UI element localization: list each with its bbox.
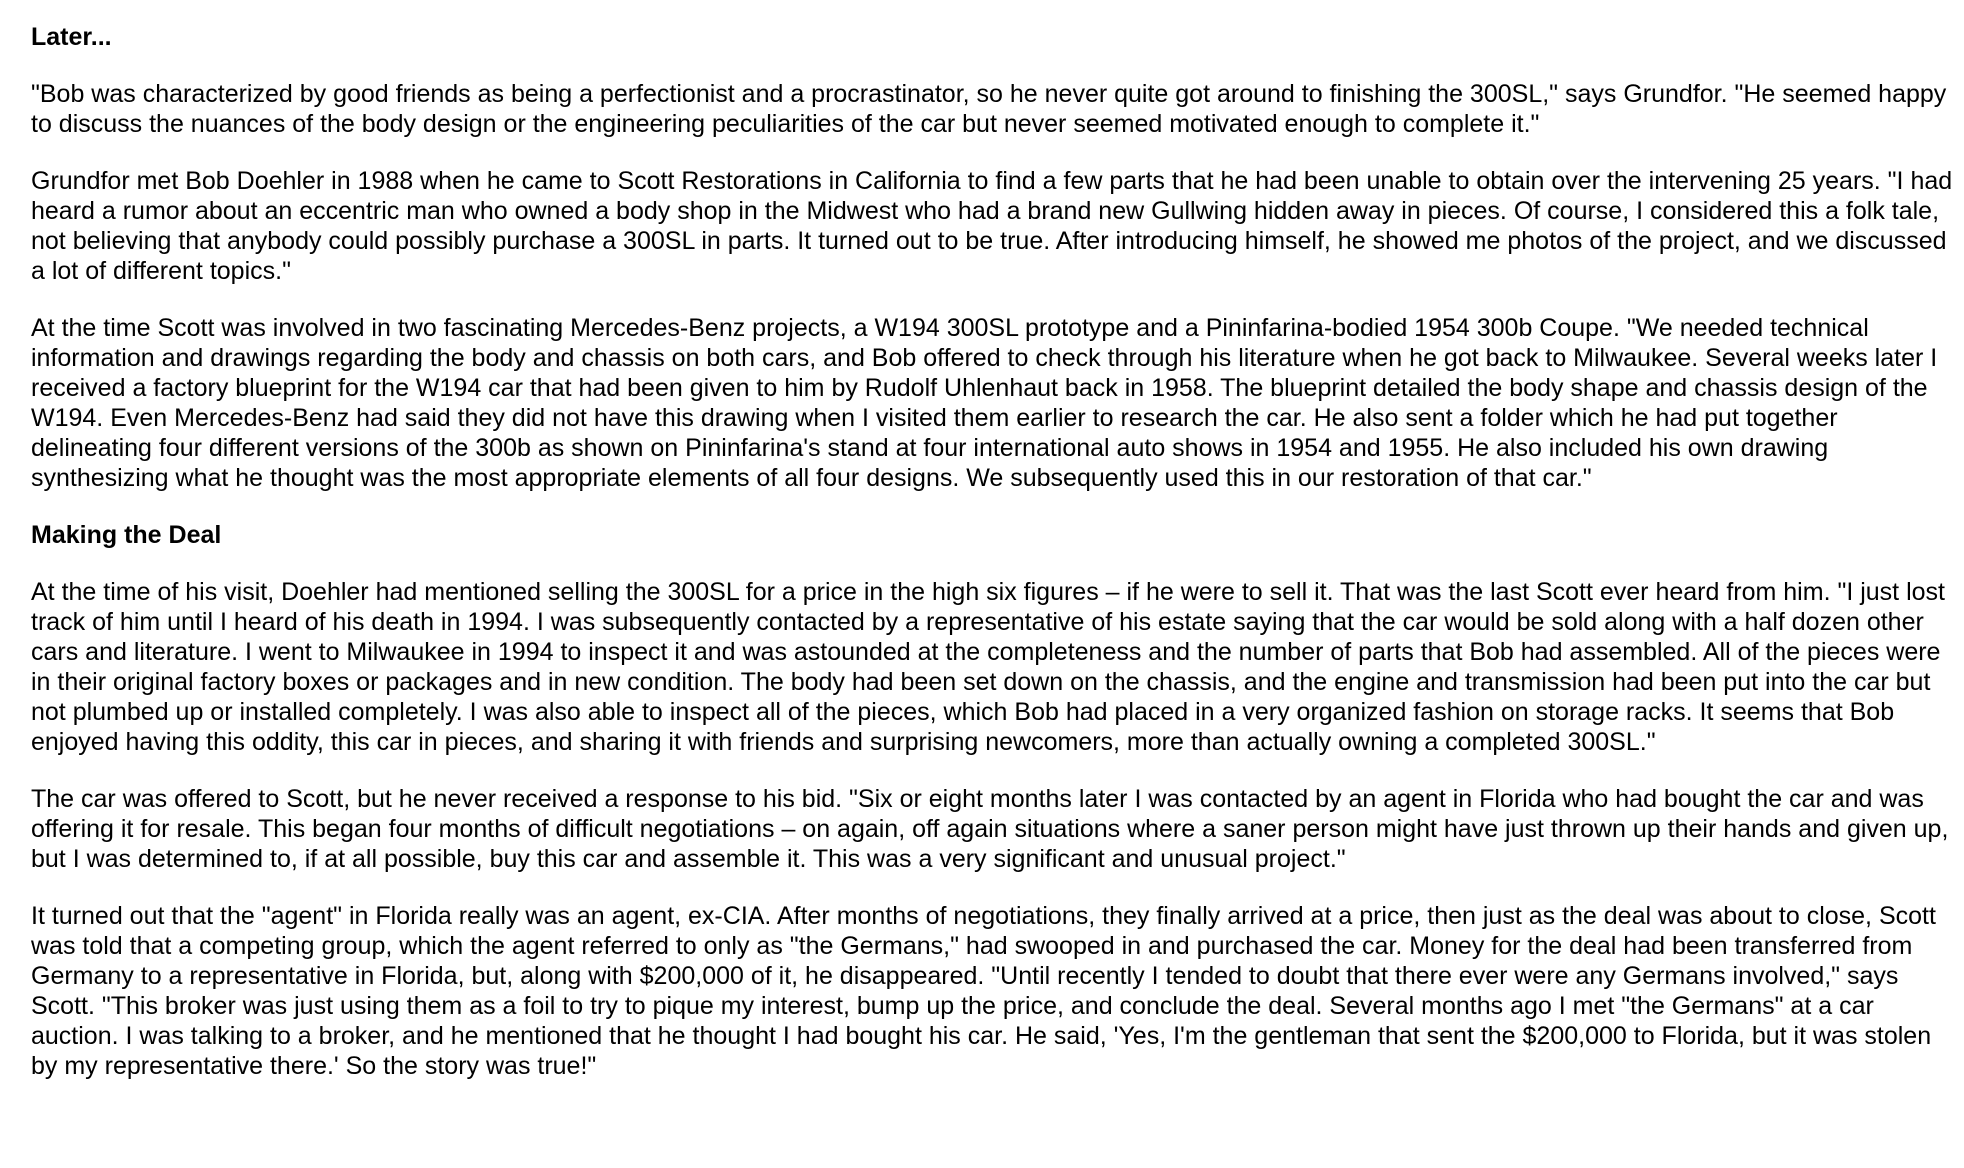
paragraph-visit-and-estate: At the time of his visit, Doehler had mentioned selling the 300SL for a price in the high six figures – if he were to sell it. That was the last Scott ever heard from him. "I just lost track of him until I heard of his death in 1994. I was subsequently contacted by a representative of his estate saying that the car would be sold along with a half dozen other cars and literature. I went to Milwaukee in 1994 to inspect it and was astounded at the completeness and the number of parts that Bob had assembled. All of the pieces were in their original factory boxes or packages and in new condition. The body had been set down on the chassis, and the engine and transmission had been put into the car but not plumbed up or installed completely. I was also able to inspect all of the pieces, which Bob had placed in a very organized fashion on storage racks. It seems that Bob enjoyed having this oddity, this car in pieces, and sharing it with friends and surprising newcomers, more than actually owning a completed 300SL." xyxy=(31,578,1945,756)
paragraph-meeting-doehler: Grundfor met Bob Doehler in 1988 when he came to Scott Restorations in California to find a few parts that he had been unable to obtain over the intervening 25 years. "I had heard a rumor about an eccentric man who owned a body shop in the Midwest who had a brand new Gullwing hidden away in pieces. Of course, I considered this a folk tale, not believing that anybody could possibly purchase a 300SL in parts. It turned out to be true. After introducing himself, he showed me photos of the project, and we discussed a lot of different topics." xyxy=(31,167,1953,285)
paragraph-florida-agent: The car was offered to Scott, but he never received a response to his bid. "Six or eight months later I was contacted by an agent in Florida who had bought the car and was offering it for resale. This began four months of difficult negotiations – on again, off again situations where a saner person might have just thrown up their hands and given up, but I was determined to, if at all possible, buy this car and assemble it. This was a very significant and unusual project." xyxy=(31,785,1949,873)
section-heading-later: Later... xyxy=(31,23,112,51)
paragraph-mercedes-projects: At the time Scott was involved in two fascinating Mercedes-Benz projects, a W194 300SL prototype and a Pininfarina-bodied 1954 300b Coupe. "We needed technical information and drawings regarding the body and chassis on both cars, and Bob offered to check through his literature when he got back to Milwaukee. Several weeks later I received a factory blueprint for the W194 car that had been given to him by Rudolf Uhlenhaut back in 1958. The blueprint detailed the body shape and chassis design of the W194. Even Mercedes-Benz had said they did not have this drawing when I visited them earlier to research the car. He also sent a folder which he had put together delineating four different versions of the 300b as shown on Pininfarina's stand at four international auto shows in 1954 and 1955. He also included his own drawing synthesizing what he thought was the most appropriate elements of all four designs. We subsequently used this in our restoration of that car." xyxy=(31,314,1938,492)
paragraph-the-germans: It turned out that the "agent" in Florida really was an agent, ex-CIA. After months of negotiations, they finally arrived at a price, then just as the deal was about to close, Scott was told that a competing group, which the agent referred to only as "the Germans," had swooped in and purchased the car. Money for the deal had been transferred from Germany to a representative in Florida, but, along with $200,000 of it, he disappeared. "Until recently I tended to doubt that there ever were any Germans involved," says Scott. "This broker was just using them as a foil to try to pique my interest, bump up the price, and conclude the deal. Several months ago I met "the Germans" at a car auction. I was talking to a broker, and he mentioned that he thought I had bought his car. He said, 'Yes, I'm the gentleman that sent the $200,000 to Florida, but it was stolen by my representative there.' So the story was true!" xyxy=(31,902,1936,1080)
article-body xyxy=(31,22,1961,1108)
paragraph-perfectionist: "Bob was characterized by good friends as being a perfectionist and a procrastinator, so he never quite got around to finishing the 300SL," says Grundfor. "He seemed happy to discuss the nuances of the body design or the engineering peculiarities of the car but never seemed motivated enough to complete it." xyxy=(31,80,1947,138)
section-heading-making-the-deal: Making the Deal xyxy=(31,521,222,549)
